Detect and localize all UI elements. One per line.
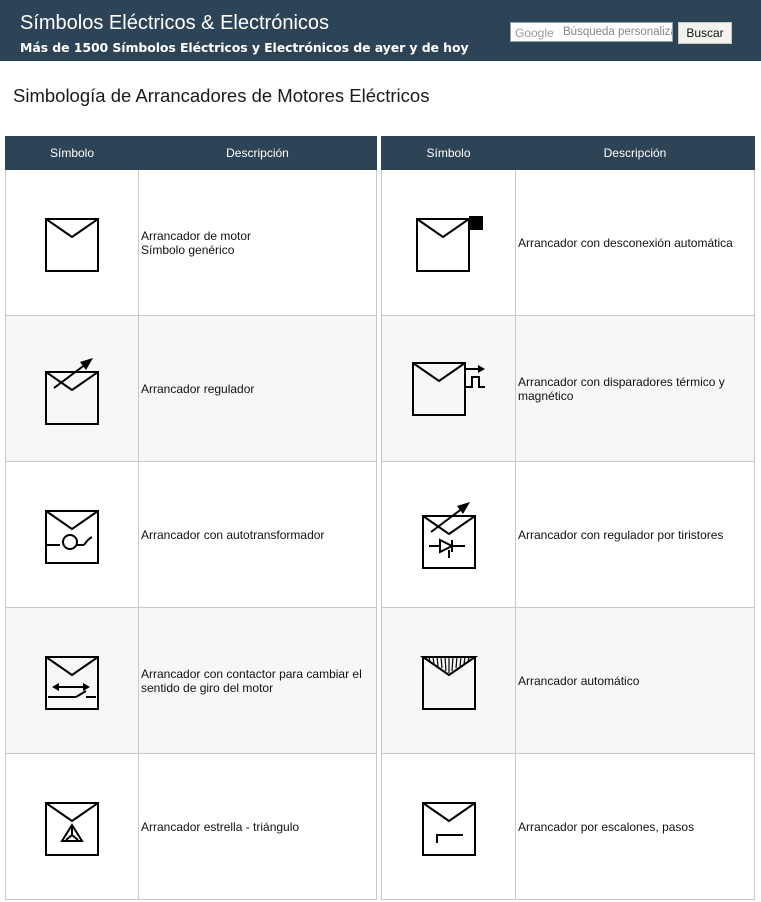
symbol-cell <box>6 462 139 608</box>
description-text: Arrancador con autotransformador <box>141 527 325 542</box>
table-row <box>382 754 755 900</box>
site-title[interactable]: Símbolos Eléctricos & Electrónicos <box>20 12 330 34</box>
automatic-starter-icon <box>419 651 479 711</box>
symbols-table-right <box>381 136 755 900</box>
symbol-cell <box>382 754 516 900</box>
column-header-symbol: Símbolo <box>6 137 139 170</box>
autotransformer-starter-icon <box>42 505 102 565</box>
column-header-symbol: Símbolo <box>382 137 516 170</box>
table-row <box>382 462 755 608</box>
description-cell <box>139 462 377 608</box>
table-row <box>6 316 377 462</box>
description-text: Arrancador regulador <box>141 381 255 396</box>
table-row <box>382 608 755 754</box>
symbol-cell <box>6 754 139 900</box>
description-text: Arrancador con desconexión automática <box>518 235 733 250</box>
symbol-cell <box>6 608 139 754</box>
description-text: Arrancador automático <box>518 673 640 688</box>
symbol-cell <box>6 170 139 316</box>
reversing-contactor-starter-icon <box>42 651 102 711</box>
column-header-description: Descripción <box>139 137 377 170</box>
description-cell <box>139 170 377 316</box>
column-header-description: Descripción <box>516 137 755 170</box>
page-title: Simbología de Arrancadores de Motores Eléctricos <box>13 85 430 106</box>
symbol-cell <box>6 316 139 462</box>
description-cell <box>139 754 377 900</box>
description-cell <box>516 316 755 462</box>
table-row <box>6 170 377 316</box>
symbol-cell <box>382 316 516 462</box>
description-cell <box>516 462 755 608</box>
description-text: Arrancador de motor Símbolo genérico <box>141 228 252 257</box>
description-text: Arrancador con regulador por tiristores <box>518 527 724 542</box>
symbol-cell <box>382 170 516 316</box>
description-text: Arrancador con disparadores térmico y magnético <box>518 374 725 403</box>
table-row <box>6 608 377 754</box>
search-box[interactable] <box>510 22 673 42</box>
thermal-magnetic-trip-starter-icon <box>409 359 489 419</box>
search-input[interactable] <box>563 23 673 41</box>
auto-disconnect-starter-icon <box>411 213 487 273</box>
site-subtitle: Más de 1500 Símbolos Eléctricos y Electrónicos de ayer y de hoy <box>20 40 469 55</box>
description-text: Arrancador con contactor para cambiar el sentido de giro del motor <box>141 666 362 695</box>
table-row <box>6 462 377 608</box>
step-starter-icon <box>419 797 479 857</box>
table-row <box>6 754 377 900</box>
star-delta-starter-icon <box>42 797 102 857</box>
symbols-table-left <box>5 136 377 900</box>
motor-starter-regulator-icon <box>42 352 102 426</box>
description-cell <box>516 170 755 316</box>
description-cell <box>516 754 755 900</box>
symbol-cell <box>382 608 516 754</box>
table-row <box>382 316 755 462</box>
site-header <box>0 0 761 61</box>
symbol-cell <box>382 462 516 608</box>
description-cell <box>139 316 377 462</box>
search-button[interactable]: Buscar <box>678 22 732 44</box>
description-text: Arrancador estrella - triángulo <box>141 819 300 834</box>
google-logo: Google <box>515 26 554 40</box>
thyristor-regulator-starter-icon <box>419 498 479 572</box>
description-cell <box>139 608 377 754</box>
table-header-row <box>6 137 377 170</box>
motor-starter-generic-icon <box>42 213 102 273</box>
description-text: Arrancador por escalones, pasos <box>518 819 695 834</box>
description-cell <box>516 608 755 754</box>
table-row <box>382 170 755 316</box>
table-header-row <box>382 137 755 170</box>
